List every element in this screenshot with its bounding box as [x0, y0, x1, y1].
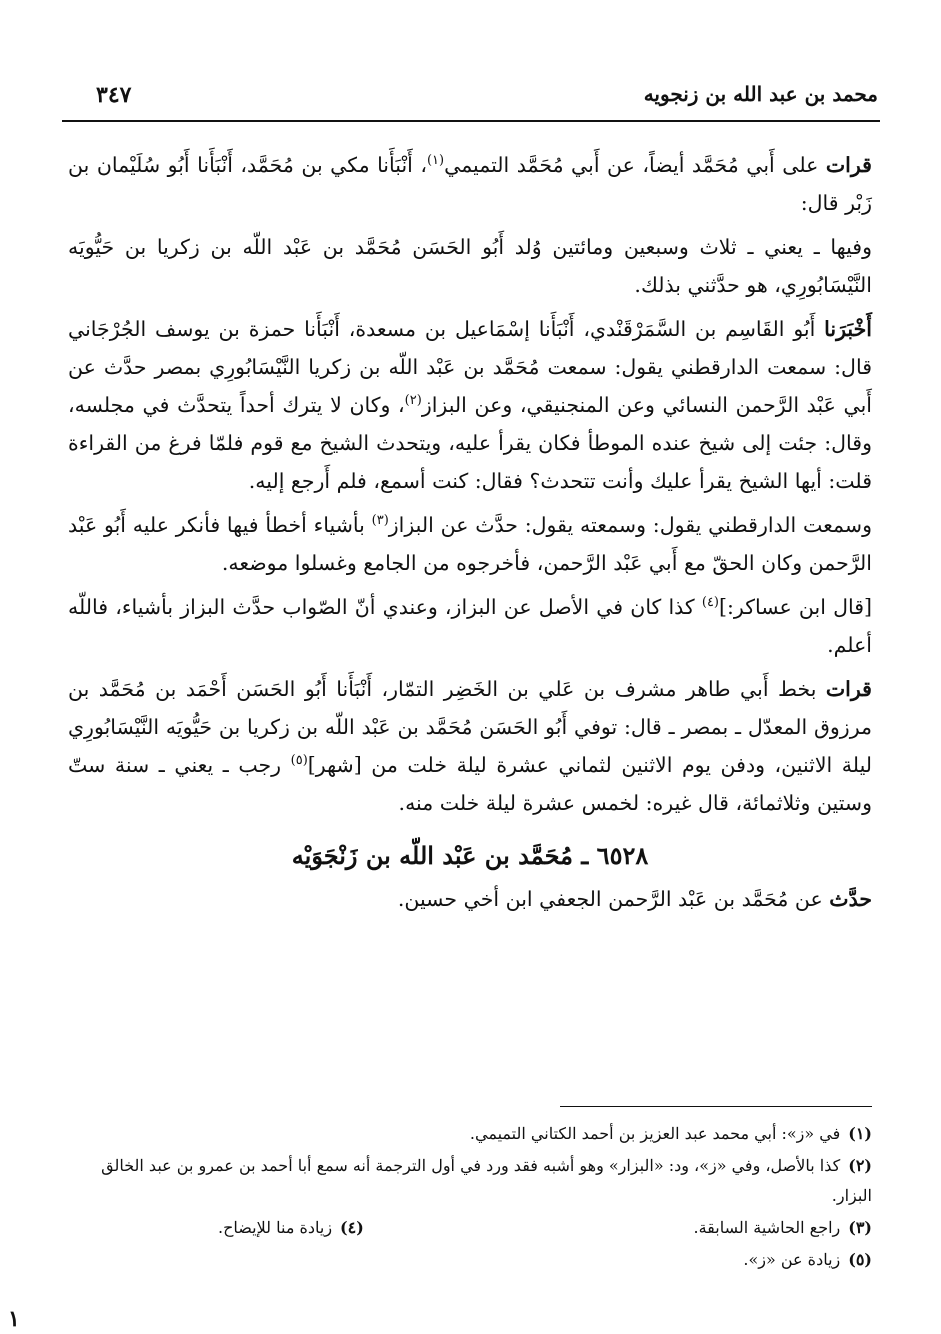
paragraph-text: وسمعت الدارقطني يقول: وسمعته يقول: حدَّث عن البزاز	[388, 513, 872, 537]
paragraph-5	[68, 588, 872, 664]
paragraph-text: بأشياء أخطأ فيها فأنكر عليه أَبُو عَبْد الرَّحمن وكان الحقّ مع أَبي عَبْد الرَّحمن، فأخرجوه من الجامع وغسلوا موضعه.	[68, 513, 872, 575]
paragraph-text: رجب ـ يعني ـ سنة ستّ وستين وثلاثمائة، قال غيره: لخمس عشرة ليلة خلت منه.	[68, 753, 872, 815]
footnote-rule	[560, 1106, 872, 1107]
paragraph-text: على أَبي مُحَمَّد أيضاً، عن أَبي مُحَمَّد التميمي	[444, 153, 819, 177]
footnote-text: راجع الحاشية السابقة.	[693, 1218, 841, 1237]
note-marker: (٣)	[371, 513, 389, 529]
running-title: محمد بن عبد الله بن زنجويه	[643, 82, 878, 106]
note-marker: (٥)	[290, 753, 308, 769]
header-rule	[62, 120, 880, 122]
paragraph-text: وفيها ـ يعني ـ ثلاث وسبعين ومائتين وُلد أَبُو الحَسَن مُحَمَّد بن عَبْد اللّه بن زكريا بن حَيُّويَه النَّيْسَابُورِي، هو حدَّثني بذلك.	[68, 235, 872, 297]
footnote-number: (٢)	[848, 1156, 872, 1175]
paragraph-6	[68, 670, 872, 822]
footnote-text: كذا بالأصل، وفي «ز»، ود: «البزار» وهو أشبه فقد ورد في أول الترجمة أنه سمع أبا أحمد بن عمرو بن عبد الخالق البزار.	[101, 1156, 872, 1205]
paragraph-lead: قرات	[825, 677, 872, 701]
main-text	[68, 146, 872, 924]
book-page	[62, 64, 880, 1324]
entry-heading: ٦٥٢٨ ـ مُحَمَّد بن عَبْد اللّه بن زَنْجَوَيْه	[291, 841, 649, 870]
paragraph-text: أَبُو القَاسِم بن السَّمَرْقَنْدي، أَنْبَأَنا إسْمَاعيل بن مسعدة، أَنْبَأَنا حمزة بن يوسف الجُرْجَاني قال: سمعت الدارقطني يقول: سمعت مُحَمَّد بن عَبْد اللّه بن زكريا النَّيْسَابُورِي بمصر حدَّث عن أَبي عَبْد الرَّحمن النسائي وعن المنجنيقي، وعن البزاز	[68, 317, 872, 417]
paragraph-text: ، أَنْبَأَنا مكي بن مُحَمَّد، أَنْبَأَنا أَبُو سُلَيْمان بن زَبْر قال:	[68, 153, 872, 215]
running-head	[62, 64, 880, 118]
note-marker: (٤)	[701, 595, 719, 611]
footnote-text: زيادة منا للإيضاح.	[218, 1218, 333, 1237]
note-marker: (٢)	[404, 393, 422, 409]
footnote-4	[218, 1213, 364, 1243]
footnote-row	[68, 1213, 872, 1245]
footnote-number: (٤)	[340, 1218, 364, 1237]
paragraph-text: ، وكان لا يترك أحداً يتحدَّث في مجلسه، وقال: جئت إلى شيخ عنده الموطأ فكان يقرأ عليه، ويتحدث الشيخ مع قوم فلمّا فرغ من القراءة قلت: أيها الشيخ يقرأ عليك وأنت تتحدث؟ فقال: كنت أسمع، فلم أَرجع إليه.	[68, 393, 872, 493]
paragraph-4	[68, 506, 872, 582]
footnote-1	[68, 1119, 872, 1149]
paragraph-text: كذا كان في الأصل عن البزاز، وعندي أنّ الصّواب حدَّث البزاز بأشياء، فاللّه أعلم.	[68, 595, 872, 657]
note-marker: (١)	[426, 153, 445, 169]
footnote-text: زيادة عن «ز».	[743, 1250, 841, 1269]
footnotes	[68, 1106, 872, 1277]
footnote-number: (٣)	[848, 1218, 872, 1237]
footnote-2	[68, 1151, 872, 1211]
paragraph-lead: حدَّث	[829, 887, 872, 911]
paragraph-text: عن مُحَمَّد بن عَبْد الرَّحمن الجعفي ابن أخي حسين.	[397, 887, 830, 911]
page-number: ٣٤٧	[96, 82, 132, 108]
footnote-5	[68, 1245, 872, 1275]
margin-mark: ١	[8, 1306, 20, 1332]
entry-paragraph	[68, 880, 872, 918]
paragraph-2	[68, 228, 872, 304]
footnote-number: (٥)	[848, 1250, 872, 1269]
footnote-number: (١)	[848, 1124, 872, 1143]
footnote-3	[693, 1213, 872, 1243]
paragraph-text: بخط أَبي طاهر مشرف بن عَلي بن الخَضِر التمّار، أَنْبَأَنا أَبُو الحَسَن أَحْمَد بن مُحَمَّد بن مرزوق المعدّل ـ بمصر ـ قال: توفي أَبُو الحَسَن مُحَمَّد بن عَبْد اللّه بن زكريا بن حَيُّويَه النَّيْسَابُورِي ليلة الاثنين، ودفن يوم الاثنين لثماني عشرة ليلة خلت من [شهر]	[68, 677, 872, 777]
paragraph-text: [قال ابن عساكر:]	[719, 595, 873, 619]
paragraph-lead: قرات	[825, 153, 872, 177]
paragraph-1	[68, 146, 872, 222]
paragraph-3	[68, 310, 872, 500]
footnote-text: في «ز»: أبي محمد عبد العزيز بن أحمد الكتاني التميمي.	[469, 1124, 841, 1143]
paragraph-lead: أَخْبَرَنا	[824, 317, 872, 341]
